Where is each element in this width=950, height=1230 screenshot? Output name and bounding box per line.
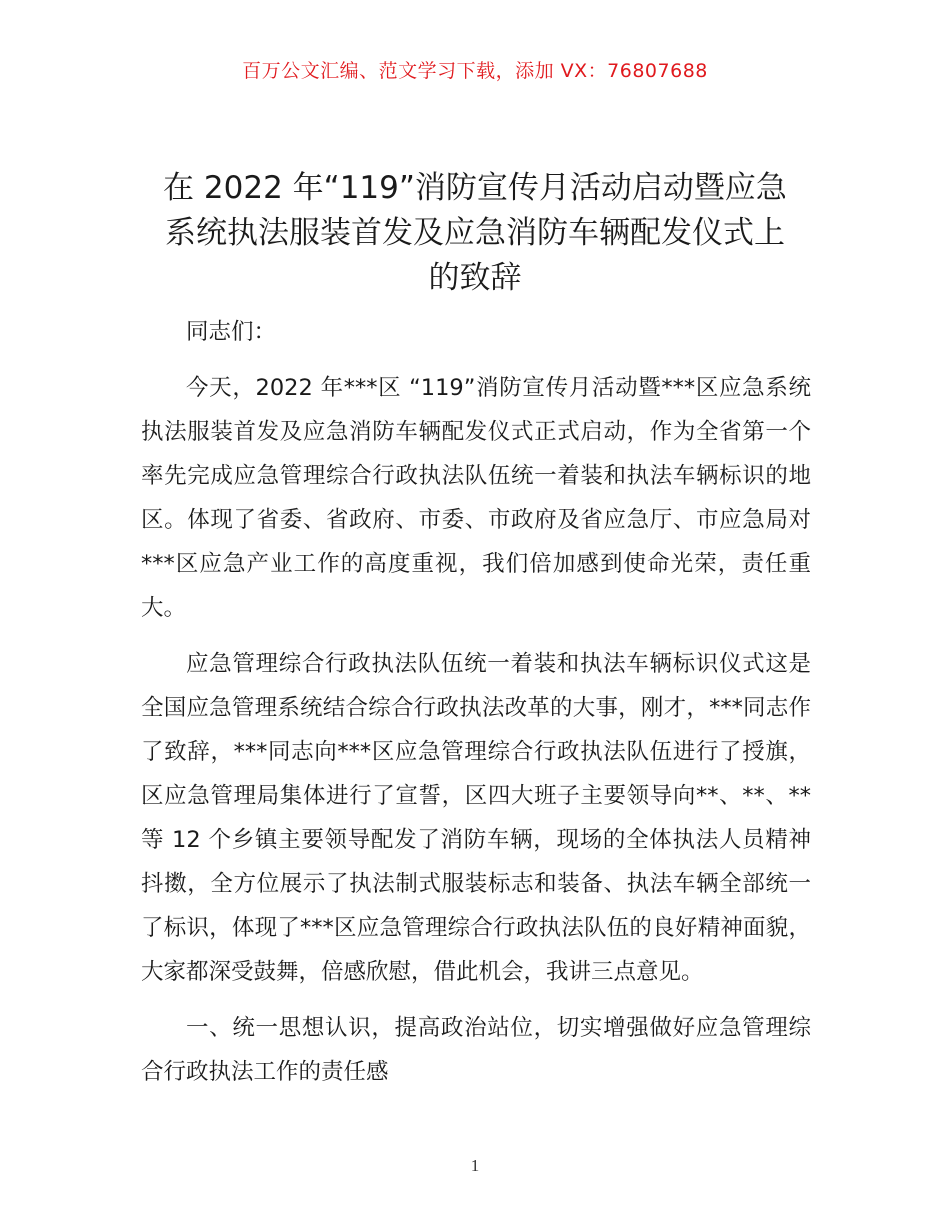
watermark-header: 百万公文汇编、范文学习下载，添加 VX：76807688 [242,60,708,82]
document-title [140,166,810,301]
title-line-3: 的致辞 [428,260,522,296]
title-line-2: 系统执法服装首发及应急消防车辆配发仪式上 [165,215,785,251]
page-number: 1 [470,1156,480,1175]
paragraph-1: 今天，2022 年***区 “119”消防宣传月活动暨***区应急系统执法服装首发及应急消防车辆配发仪式正式启动，作为全省第一个率先完成应急管理综合行政执法队伍统一着装和执法车辆标识的地区。体现了省委、省政府、市委、市政府及省应急厅、市应急局对***区应急产业工作的高度重视，我们倍加感到使命光荣，责任重大。 [141,375,811,621]
section-heading-1: 一、统一思想认识，提高政治站位，切实增强做好应急管理综合行政执法工作的责任感 [141,1015,811,1085]
title-line-1: 在 2022 年“119”消防宣传月活动启动暨应急 [163,170,787,206]
paragraph-2: 应急管理综合行政执法队伍统一着装和执法车辆标识仪式这是全国应急管理系统结合综合行政执法改革的大事，刚才，***同志作了致辞，***同志向***区应急管理综合行政执法队伍进行了授旗，区应急管理局集体进行了宣誓，区四大班子主要领导向**、**、**等 12 个乡镇主要领导配发了消防车辆，现场的全体执法人员精神抖擞，全方位展示了执法制式服装标志和装备、执法车辆全部统一了标识，体现了***区应急管理综合行政执法队伍的良好精神面貌，大家都深受鼓舞，倍感欣慰，借此机会，我讲三点意见。 [141,651,811,985]
salutation: 同志们： [186,319,277,345]
document-body [141,310,811,1094]
